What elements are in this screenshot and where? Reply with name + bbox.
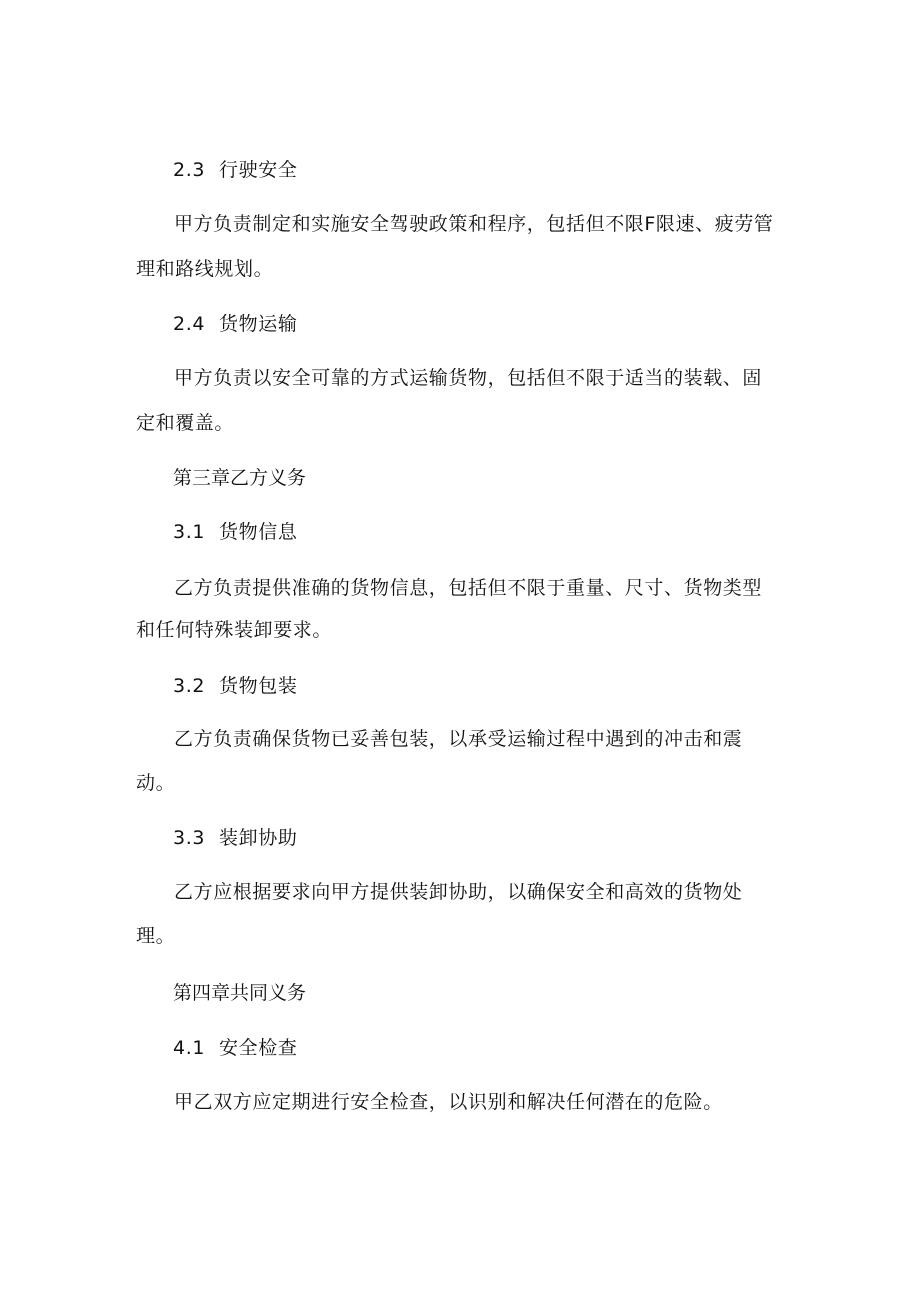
paragraph-line: 动。 bbox=[136, 772, 176, 794]
section-number: 2.4 bbox=[173, 313, 206, 335]
chapter-title-3: 第三章乙方义务 bbox=[173, 467, 307, 489]
paragraph-line: 乙方负责确保货物已妥善包装，以承受运输过程中遇到的冲击和震 bbox=[174, 728, 743, 750]
section-title: 安全检查 bbox=[219, 1037, 298, 1059]
section-number: 3.3 bbox=[173, 827, 206, 849]
paragraph-line: 乙方负责提供准确的货物信息，包括但不限于重量、尺寸、货物类型 bbox=[174, 577, 763, 599]
paragraph-line: 定和覆盖。 bbox=[136, 412, 235, 434]
section-title: 货物信息 bbox=[219, 521, 298, 543]
paragraph-line: 甲乙双方应定期进行安全检查，以识别和解决任何潜在的危险。 bbox=[174, 1091, 723, 1113]
section-heading-3-3 bbox=[173, 826, 297, 850]
section-heading-4-1 bbox=[173, 1036, 297, 1060]
section-heading-2-4 bbox=[173, 312, 297, 336]
section-title: 装卸协助 bbox=[219, 827, 298, 849]
paragraph-line: 和任何特殊装卸要求。 bbox=[136, 619, 333, 641]
paragraph-line: 理。 bbox=[136, 925, 176, 947]
section-number: 3.2 bbox=[173, 675, 206, 697]
section-title: 货物包装 bbox=[219, 675, 298, 697]
section-number: 4.1 bbox=[173, 1037, 206, 1059]
section-heading-3-1 bbox=[173, 520, 297, 544]
paragraph-line: 甲方负责制定和实施安全驾驶政策和程序，包括但不限F限速、疲劳管 bbox=[174, 213, 774, 235]
chapter-title-4: 第四章共同义务 bbox=[173, 982, 307, 1004]
section-title: 行驶安全 bbox=[219, 159, 298, 181]
section-heading-2-3 bbox=[173, 158, 297, 182]
paragraph-line: 理和路线规划。 bbox=[136, 258, 274, 280]
paragraph-line: 乙方应根据要求向甲方提供装卸协助，以确保安全和高效的货物处 bbox=[174, 881, 743, 903]
section-heading-3-2 bbox=[173, 674, 297, 698]
section-number: 3.1 bbox=[173, 521, 206, 543]
paragraph-line: 甲方负责以安全可靠的方式运输货物，包括但不限于适当的装载、固 bbox=[174, 367, 763, 389]
section-title: 货物运输 bbox=[219, 313, 298, 335]
section-number: 2.3 bbox=[173, 159, 206, 181]
